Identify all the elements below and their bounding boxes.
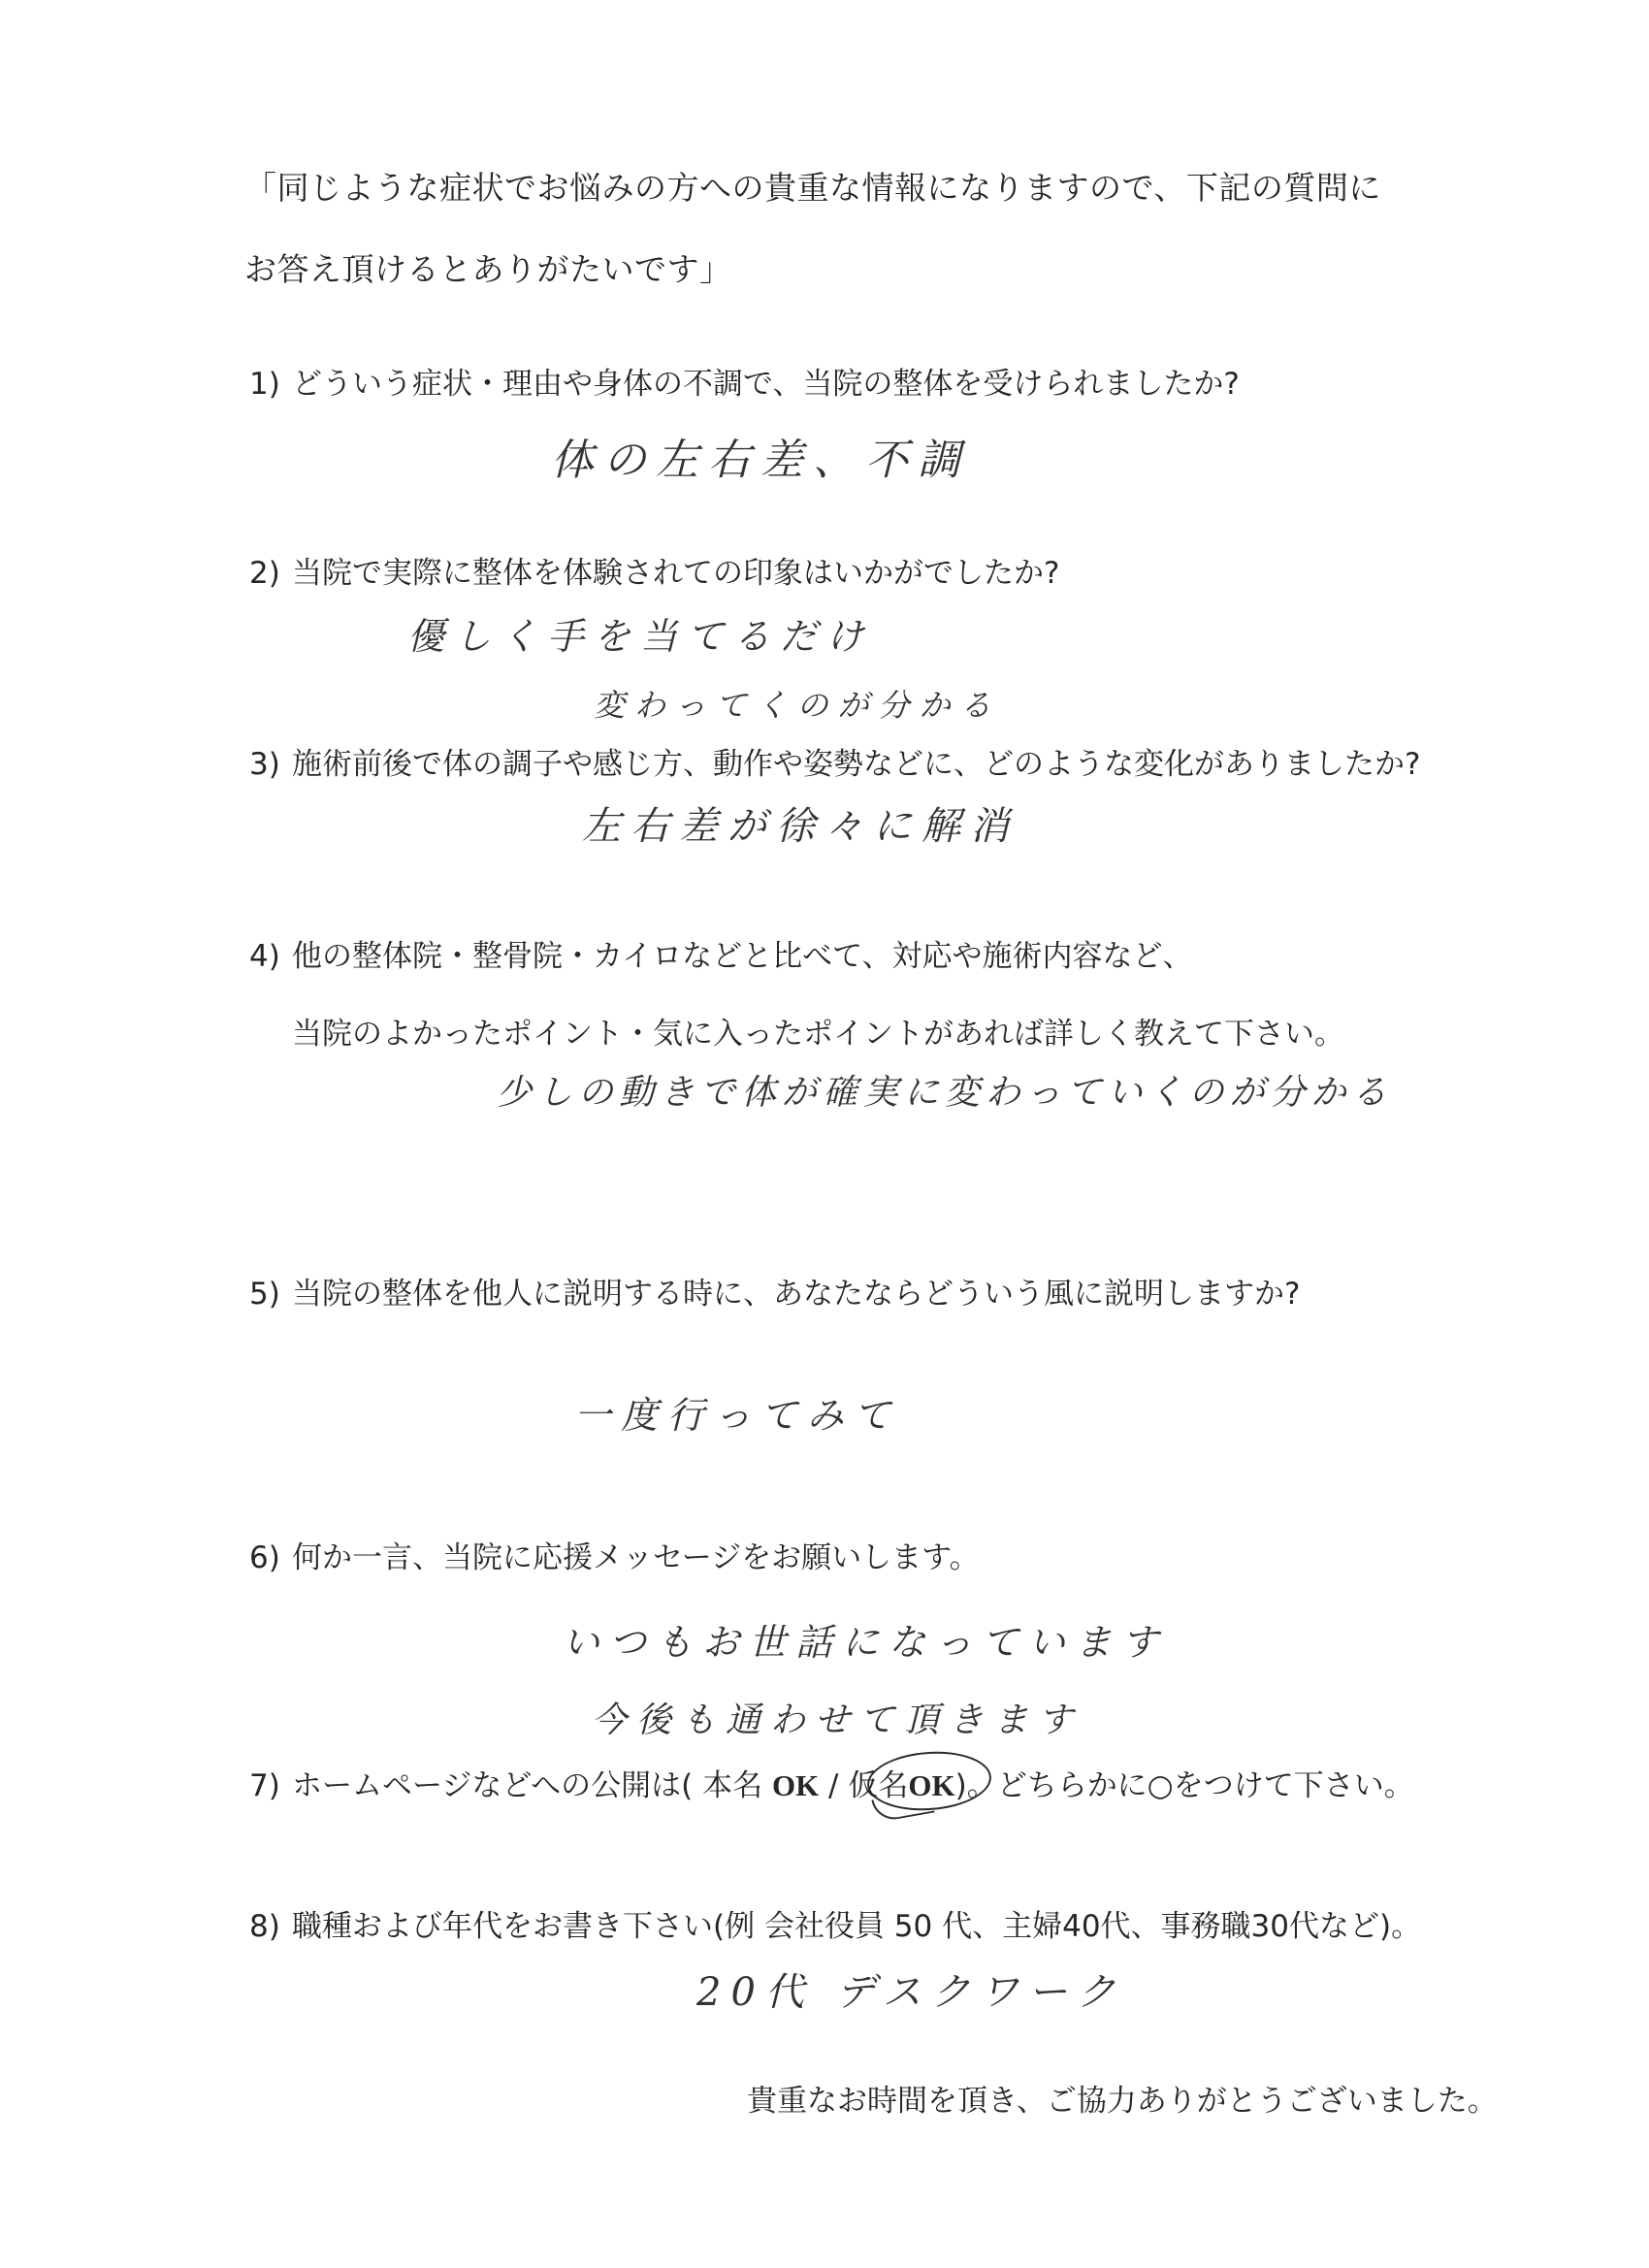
- thank-you-footer: 貴重なお時間を頂き、ご協力ありがとうございました。: [747, 2084, 1498, 2119]
- answer-4: 少しの動きで体が確実に変わっていくのが分かる: [497, 1073, 1393, 1113]
- question-2: [249, 548, 1059, 592]
- question-number: 1): [249, 367, 280, 402]
- question-number: 8): [249, 1909, 280, 1944]
- question-1: [249, 359, 1240, 403]
- option-pseudonym-ok: OK: [908, 1768, 955, 1802]
- question-number: 6): [249, 1540, 280, 1575]
- question-3: [249, 739, 1420, 783]
- question-7-suffix: )。どちらかに○をつけて下さい。: [954, 1768, 1414, 1803]
- answer-3: 左右差が徐々に解消: [582, 804, 1018, 849]
- option-pseudonym-label: 仮名: [848, 1768, 909, 1803]
- answer-6-line-1: いつもお世話になっています: [563, 1621, 1169, 1664]
- option-real-name: [702, 1768, 819, 1803]
- question-number: 7): [249, 1768, 280, 1803]
- question-number: 3): [249, 747, 280, 782]
- option-real-name-label: 本名: [702, 1768, 763, 1803]
- question-text: 施術前後で体の調子や感じ方、動作や姿勢などに、どのような変化がありましたか?: [292, 747, 1421, 782]
- question-8: [249, 1901, 1421, 1945]
- question-7: [249, 1761, 1414, 1804]
- answer-8: 20代 デスクワーク: [696, 1970, 1126, 2015]
- question-5: [249, 1269, 1300, 1312]
- answer-1: 体の左右差、不調: [551, 436, 970, 485]
- intro-line-2: お答え頂けるとありがたいです」: [244, 250, 732, 288]
- question-number: 4): [249, 939, 280, 974]
- question-text: 職種および年代をお書き下さい(例 会社役員 50 代、主婦40代、事務職30代など)。: [292, 1909, 1422, 1944]
- intro-line-1: 「同じような症状でお悩みの方への貴重な情報になりますので、下記の質問に: [244, 169, 1381, 207]
- question-number: 5): [249, 1277, 280, 1312]
- question-7-prefix: ホームページなどへの公開は(: [292, 1768, 694, 1803]
- question-number: 2): [249, 556, 280, 591]
- question-text: 他の整体院・整骨院・カイロなどと比べて、対応や施術内容など、: [292, 939, 1193, 974]
- question-text: 何か一言、当院に応援メッセージをお願いします。: [292, 1540, 980, 1575]
- question-4: [249, 931, 1192, 975]
- question-text: どういう症状・理由や身体の不調で、当院の整体を受けられましたか?: [292, 367, 1240, 402]
- question-text: 当院の整体を他人に説明する時に、あなたならどういう風に説明しますか?: [292, 1277, 1301, 1312]
- answer-2-line-2: 変わってくのが分かる: [594, 687, 1001, 724]
- option-real-name-ok: OK: [771, 1768, 820, 1802]
- question-6: [249, 1533, 980, 1576]
- answer-2-line-1: 優しく手を当てるだけ: [407, 615, 874, 658]
- answer-5: 一度行ってみて: [574, 1394, 901, 1437]
- option-separator: /: [828, 1768, 839, 1803]
- question-4-continued: 当院のよかったポイント・気に入ったポイントがあれば詳しく教えて下さい。: [292, 1017, 1344, 1052]
- answer-6-line-2: 今後も通わせて頂きます: [592, 1701, 1083, 1740]
- question-text: 当院で実際に整体を体験されての印象はいかがでしたか?: [292, 556, 1060, 591]
